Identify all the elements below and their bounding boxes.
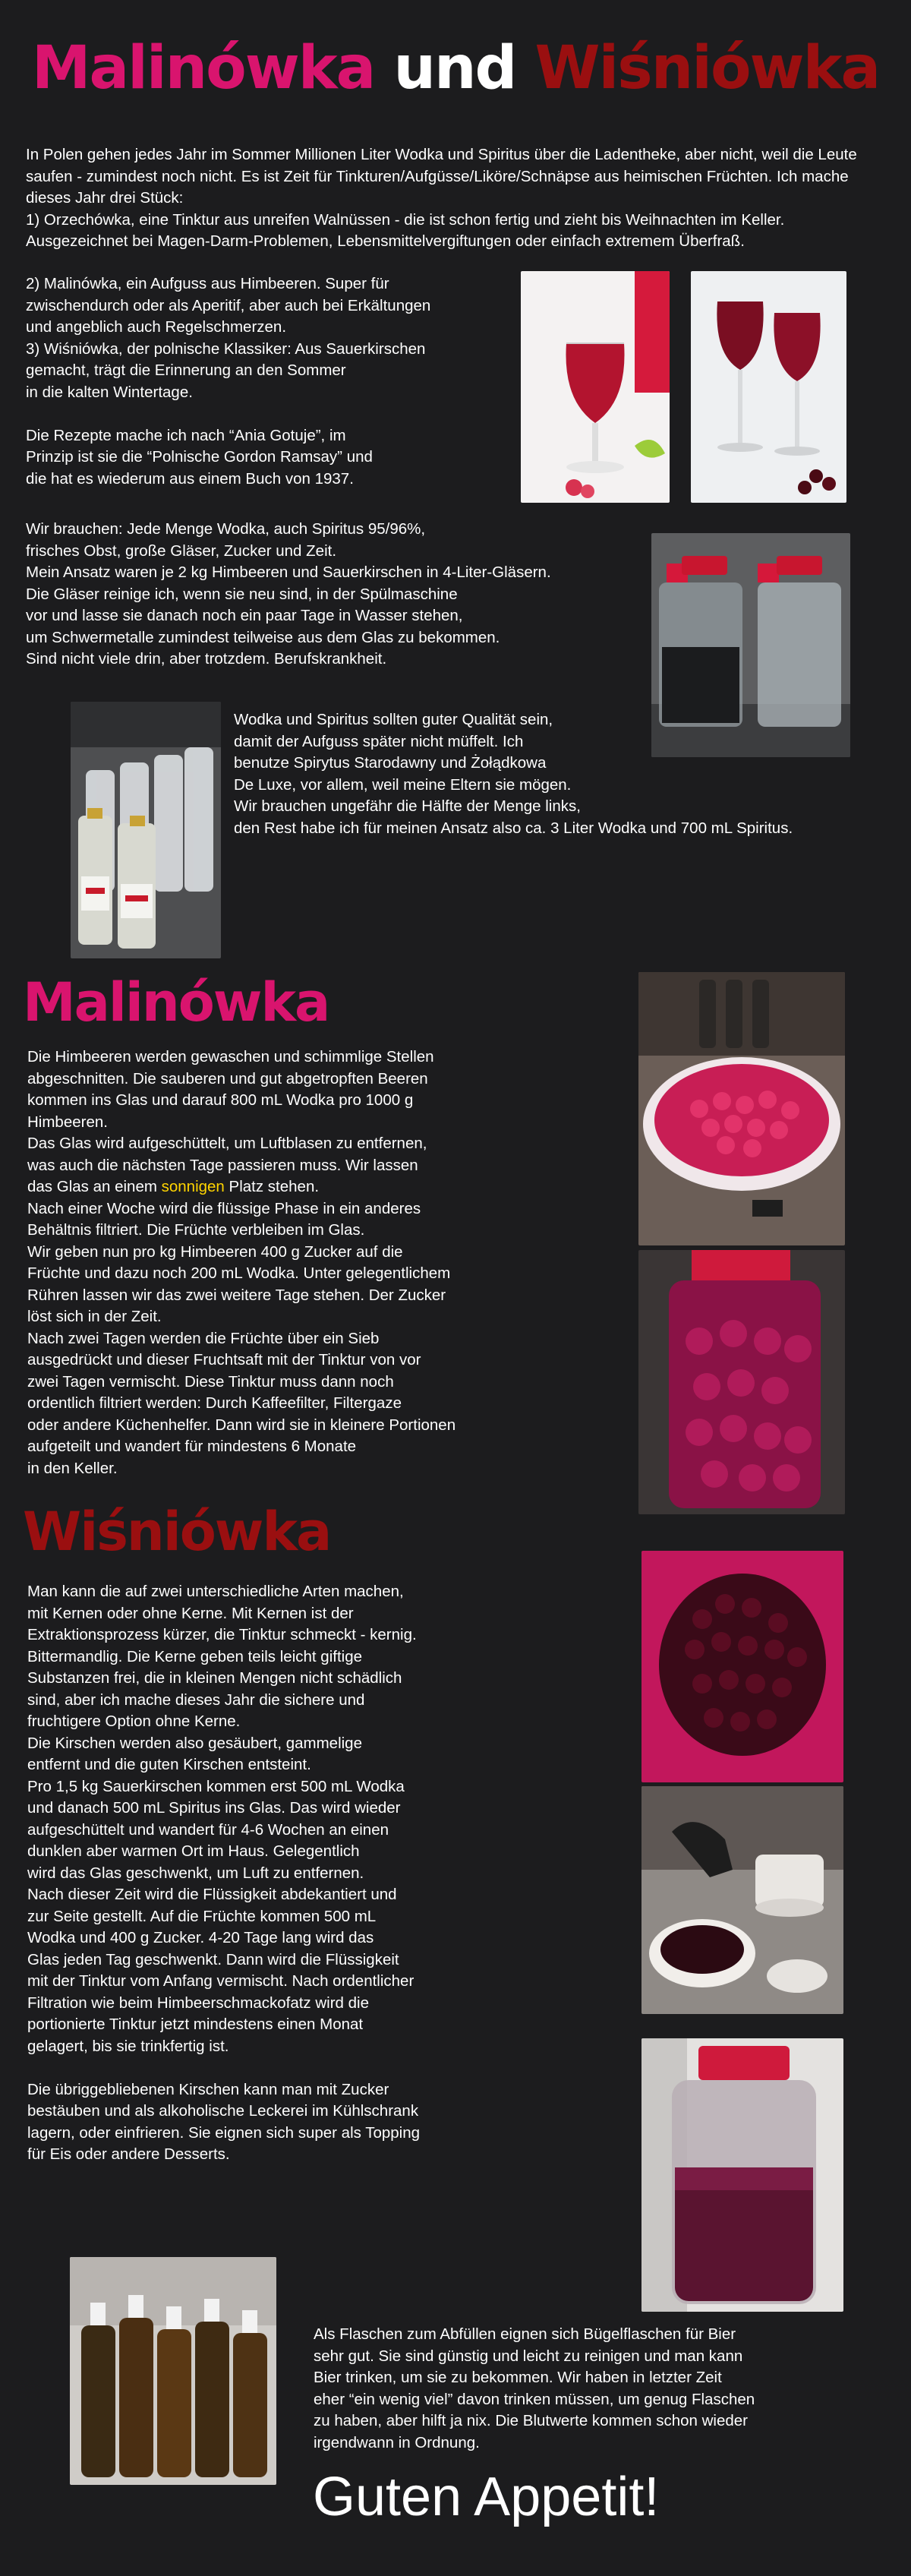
malinowka-text-a: Die Himbeeren werden gewaschen und schimmlige Stellen abgeschnitten. Die sauberen und gut abgetropften Beeren kommen ins Glas und darauf 800 mL Wodka pro 1000 g Himbeeren. Das Glas wird aufgeschüttelt, um Luftblasen zu entfernen, was auch die nächsten Tage passieren muss. Wir lassen das Glas an einem: [27, 1048, 434, 1195]
vodka-bottles-photo: [71, 702, 221, 958]
cherry-liqueur-photo: [691, 271, 846, 503]
malinowka-highlight: sonnigen: [161, 1178, 225, 1195]
title-malinowka: Malinówka: [31, 34, 375, 103]
raspberry-jar-photo: [638, 1250, 845, 1514]
wisniowka-text: Man kann die auf zwei unterschiedliche Arten machen, mit Kernen oder ohne Kerne. Mit Kernen ist der Extraktionsprozess kürzer, die Tinktur schmeckt - kernig. Bittermandlig. Die Kerne geben teils leicht giftige Substanzen frei, die in kleinen Mengen nicht schädlich sind, aber ich mache dieses Jahr die sichere und fruchtigere Option ohne Kerne. Die Kirschen werden also gesäubert, gammelige entfernt und die guten Kirschen entsteint. Pro 1,5 kg Sauerkirschen kommen erst 500 mL Wodka und danach 500 mL Spiritus ins Glas. Das wird wieder aufgeschüttelt und wandert für 4-6 Wochen an einen dunklen aber warmen Ort im Haus. Gelegentlich wird das Glas geschwenkt, um Luft zu entfernen. Nach dieser Zeit wird die Flüssigkeit abdekantiert und zur Seite gestellt. Auf die Früchte kommen 500 mL Wodka und 400 g Zucker. 4-20 Tage lang wird das Glas jeden Tag geschwenkt. Dann wird die Flüssigkeit mit der Tinktur vom Anfang vermischt. Nach ordentlicher Filtration wie beim Himbeerschmackofatz wird die portionierte Tinktur jetzt mindestens einen Monat gelagert, bis sie trinkfertig ist. Die übriggebliebenen Kirschen kann man mit Zucker bestäuben und als alkoholische Leckerei im Kühlschrank lagern, oder einfrieren. Sie eignen sich super als Topping für Eis oder andere Desserts.: [27, 1583, 421, 2163]
intro-paragraph-3: Wir brauchen: Jede Menge Wodka, auch Spiritus 95/96%, frisches Obst, große Gläser, Zucker und Zeit. Mein Ansatz waren je 2 kg Himbeeren und Sauerkirschen in 4-Liter-Gläsern. Die Gläser reinige ich, wenn sie neu sind, in der Spülmaschine vor und lasse sie danach noch ein paar Tage in Wasser stehen, um Schwermetalle zumindest teilweise aus dem Glas zu bekommen. Sind nicht viele drin, aber trotzdem. Berufskrankheit.: [26, 520, 551, 668]
pitting-cherries-photo: [641, 1786, 843, 2014]
cherry-jar-photo: [641, 2038, 843, 2312]
raspberry-liqueur-photo: [521, 271, 670, 503]
swing-top-bottles-photo: [70, 2257, 276, 2485]
intro-paragraph-2: 2) Malinówka, ein Aufguss aus Himbeeren. Super für zwischendurch oder als Aperitif, aber auch bei Erkältungen und angeblich auch Regelschmerzen. 3) Wiśniówka, der polnische Klassiker: Aus Sauerkirschen gemacht, trägt die Erinnerung an den Sommer in die kalten Wintertage. Die Rezepte mache ich nach “Ania Gotuje”, im Prinzip ist sie die “Polnische Gordon Ramsay” und die hat es wiederum aus einem Buch von 1937.: [26, 275, 431, 488]
closing-text: Als Flaschen zum Abfüllen eignen sich Bügelflaschen für Bier sehr gut. Sie sind günstig und leicht zu reinigen und man kann Bier trinken, um sie zu bekommen. Wir haben in letzter Zeit eher “ein wenig viel” davon trinken müssen, um genug Flaschen zu haben, aber hilft ja nix. Die Blutwerte kommen schon wieder irgendwann in Ordnung.: [314, 2325, 755, 2451]
title-und: und: [374, 34, 535, 103]
page-title: [0, 30, 911, 106]
intro-paragraph-1: In Polen gehen jedes Jahr im Sommer Millionen Liter Wodka und Spiritus über die Ladentheke, aber nicht, weil die Leute saufen - zumindest noch nicht. Es ist Zeit für Tinkturen/Aufgüsse/Liköre/Schnäpse aus heimischen Früchten. Ich mache dieses Jahr drei Stück: 1) Orzechówka, eine Tinktur aus unreifen Walnüssen - die ist schon fertig und zieht bis Weihnachten im Keller. Ausgezeichnet bei Magen-Darm-Problemen, Lebensmittelvergiftungen oder einfach extremem Überfraß.: [26, 146, 857, 250]
wisniowka-heading: Wiśniówka: [23, 1501, 331, 1563]
malinowka-heading: Malinówka: [23, 971, 329, 1034]
cherries-bowl-photo: [641, 1551, 843, 1782]
title-wisniowka: Wiśniówka: [534, 34, 880, 103]
malinowka-text: [27, 1046, 619, 1479]
malinowka-text-b: Platz stehen. Nach einer Woche wird die flüssige Phase in ein anderes Behältnis filtriert. Die Früchte verbleiben im Glas. Wir geben nun pro kg Himbeeren 400 g Zucker auf die Früchte und dazu noch 200 mL Wodka. Unter gelegentlichem Rühren lassen wir das zwei weitere Tage stehen. Der Zucker löst sich in der Zeit. Nach zwei Tagen werden die Früchte über ein Sieb ausgedrückt und dieser Fruchtsaft mit der Tinktur von vor zwei Tagen vermischt. Diese Tinktur muss dann noch ordentlich filtriert werden: Durch Kaffeefilter, Filtergaze oder andere Küchenhelfer. Dann wird sie in kleinere Portionen aufgeteilt und wandert für mindestens 6 Monate in den Keller.: [27, 1178, 456, 1477]
intro-paragraph-4: Wodka und Spiritus sollten guter Qualität sein, damit der Aufguss später nicht müffelt. Ich benutze Spirytus Starodawny und Żołądkowa De Luxe, vor allem, weil meine Eltern sie mögen. Wir brauchen ungefähr die Hälfte der Menge links, den Rest habe ich für meinen Ansatz also ca. 3 Liter Wodka und 700 mL Spiritus.: [234, 711, 793, 837]
signoff: Guten Appetit!: [313, 2467, 660, 2527]
raspberries-bowl-photo: [638, 972, 845, 1245]
